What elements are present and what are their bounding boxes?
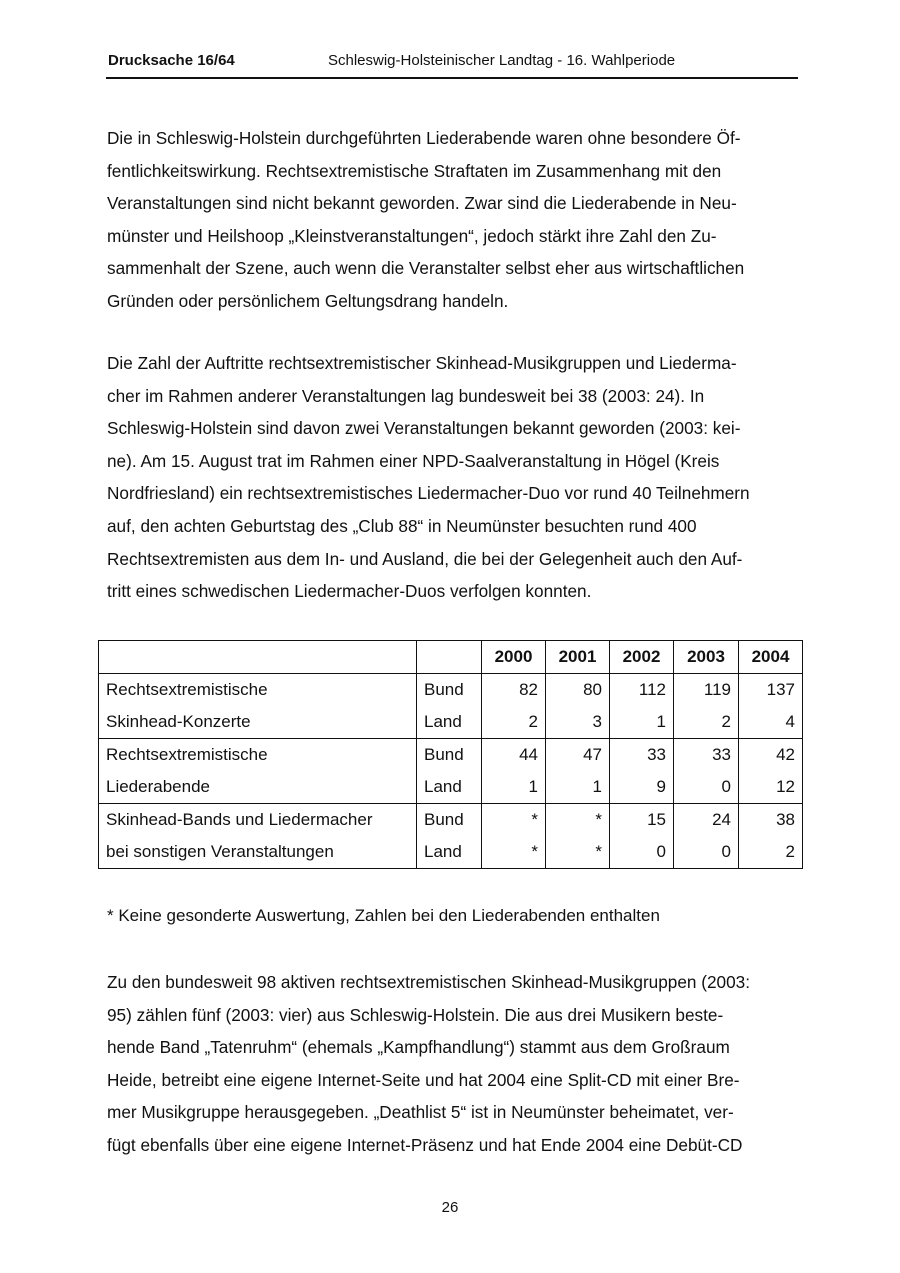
text-line: Rechtsextremisten aus dem In- und Ausland, die bei der Gelegenheit auch den Auf- [107, 548, 743, 569]
row-label: Liederabende [99, 771, 417, 804]
text-line: Nordfriesland) ein rechtsextremistisches Liedermacher-Duo vor rund 40 Teilnehmern [107, 483, 750, 504]
value-cell: 0 [674, 771, 739, 804]
text-line: fügt ebenfalls über eine eigene Internet-Präsenz und hat Ende 2004 eine Debüt-CD [107, 1134, 743, 1155]
table-row [99, 674, 803, 707]
value-cell: 42 [739, 739, 803, 772]
value-cell: * [546, 804, 610, 837]
value-cell: 1 [482, 771, 546, 804]
text-line: sammenhalt der Szene, auch wenn die Veranstalter selbst eher aus wirtschaftlichen [107, 258, 745, 279]
document-id: Drucksache 16/64 [108, 52, 235, 69]
year-header: 2004 [739, 641, 803, 674]
value-cell: 24 [674, 804, 739, 837]
statistics-table [98, 640, 803, 869]
value-cell: 15 [610, 804, 674, 837]
table-row [99, 804, 803, 837]
value-cell: 2 [482, 706, 546, 739]
year-header: 2001 [546, 641, 610, 674]
level-cell: Land [417, 706, 482, 739]
table-row [99, 706, 803, 739]
text-line: 95) zählen fünf (2003: vier) aus Schleswig-Holstein. Die aus drei Musikern beste- [107, 1004, 724, 1025]
value-cell: 9 [610, 771, 674, 804]
row-label: Rechtsextremistische [99, 739, 417, 772]
value-cell: 2 [674, 706, 739, 739]
value-cell: 119 [674, 674, 739, 707]
text-line: Die Zahl der Auftritte rechtsextremistischer Skinhead-Musikgruppen und Liederma- [107, 353, 737, 373]
text-line: ne). Am 15. August trat im Rahmen einer NPD-Saalveranstaltung in Högel (Kreis [107, 450, 720, 471]
text-line: tritt eines schwedischen Liedermacher-Duos verfolgen konnten. [107, 581, 592, 602]
paragraph-auftritte [107, 347, 797, 608]
row-label: bei sonstigen Veranstaltungen [99, 836, 417, 869]
value-cell: 38 [739, 804, 803, 837]
table-header-row [99, 641, 803, 674]
value-cell: 0 [674, 836, 739, 869]
text-line: Veranstaltungen sind nicht bekannt geworden. Zwar sind die Liederabende in Neu- [107, 193, 737, 214]
level-cell: Land [417, 771, 482, 804]
value-cell: 4 [739, 706, 803, 739]
paragraph-liederabende [107, 122, 797, 318]
text-line: Zu den bundesweit 98 aktiven rechtsextremistischen Skinhead-Musikgruppen (2003: [107, 972, 750, 992]
year-header: 2000 [482, 641, 546, 674]
year-header: 2003 [674, 641, 739, 674]
value-cell: 0 [610, 836, 674, 869]
value-cell: 137 [739, 674, 803, 707]
level-cell: Bund [417, 739, 482, 772]
page-number: 26 [441, 1199, 459, 1216]
header-cell-empty [417, 641, 482, 674]
value-cell: 3 [546, 706, 610, 739]
text-line: münster und Heilshoop „Kleinstveranstaltungen“, jedoch stärkt ihre Zahl den Zu- [107, 225, 717, 246]
table-row [99, 836, 803, 869]
year-header: 2002 [610, 641, 674, 674]
text-line: auf, den achten Geburtstag des „Club 88“ in Neumünster besuchten rund 400 [107, 515, 697, 536]
table-row [99, 739, 803, 772]
row-label: Skinhead-Konzerte [99, 706, 417, 739]
text-line: fentlichkeitswirkung. Rechtsextremistische Straftaten im Zusammenhang mit den [107, 160, 722, 181]
text-line: mer Musikgruppe herausgegeben. „Deathlist 5“ ist in Neumünster beheimatet, ver- [107, 1102, 734, 1123]
value-cell: 47 [546, 739, 610, 772]
value-cell: 12 [739, 771, 803, 804]
level-cell: Bund [417, 804, 482, 837]
header-cell-empty [99, 641, 417, 674]
document-title: Schleswig-Holsteinischer Landtag - 16. Wahlperiode [328, 52, 676, 69]
level-cell: Land [417, 836, 482, 869]
page-header [106, 52, 798, 79]
value-cell: 112 [610, 674, 674, 707]
value-cell: * [482, 836, 546, 869]
value-cell: * [546, 836, 610, 869]
text-line: hende Band „Tatenruhm“ (ehemals „Kampfhandlung“) stammt aus dem Großraum [107, 1037, 730, 1058]
value-cell: 1 [546, 771, 610, 804]
value-cell: 82 [482, 674, 546, 707]
text-line: Schleswig-Holstein sind davon zwei Veranstaltungen bekannt geworden (2003: kei- [107, 418, 741, 439]
value-cell: 2 [739, 836, 803, 869]
table-footnote: * Keine gesonderte Auswertung, Zahlen bei den Liederabenden enthalten [107, 906, 660, 925]
text-line: Heide, betreibt eine eigene Internet-Seite und hat 2004 eine Split-CD mit einer Bre- [107, 1069, 740, 1090]
value-cell: 44 [482, 739, 546, 772]
row-label: Skinhead-Bands und Liedermacher [99, 804, 417, 837]
row-label: Rechtsextremistische [99, 674, 417, 707]
text-line: Gründen oder persönlichem Geltungsdrang handeln. [107, 290, 509, 311]
value-cell: 1 [610, 706, 674, 739]
value-cell: 80 [546, 674, 610, 707]
paragraph-musikgruppen [107, 966, 797, 1162]
value-cell: 33 [674, 739, 739, 772]
table-row [99, 771, 803, 804]
text-line: Die in Schleswig-Holstein durchgeführten Liederabende waren ohne besondere Öf- [107, 128, 741, 148]
text-line: cher im Rahmen anderer Veranstaltungen lag bundesweit bei 38 (2003: 24). In [107, 385, 705, 406]
value-cell: 33 [610, 739, 674, 772]
level-cell: Bund [417, 674, 482, 707]
value-cell: * [482, 804, 546, 837]
